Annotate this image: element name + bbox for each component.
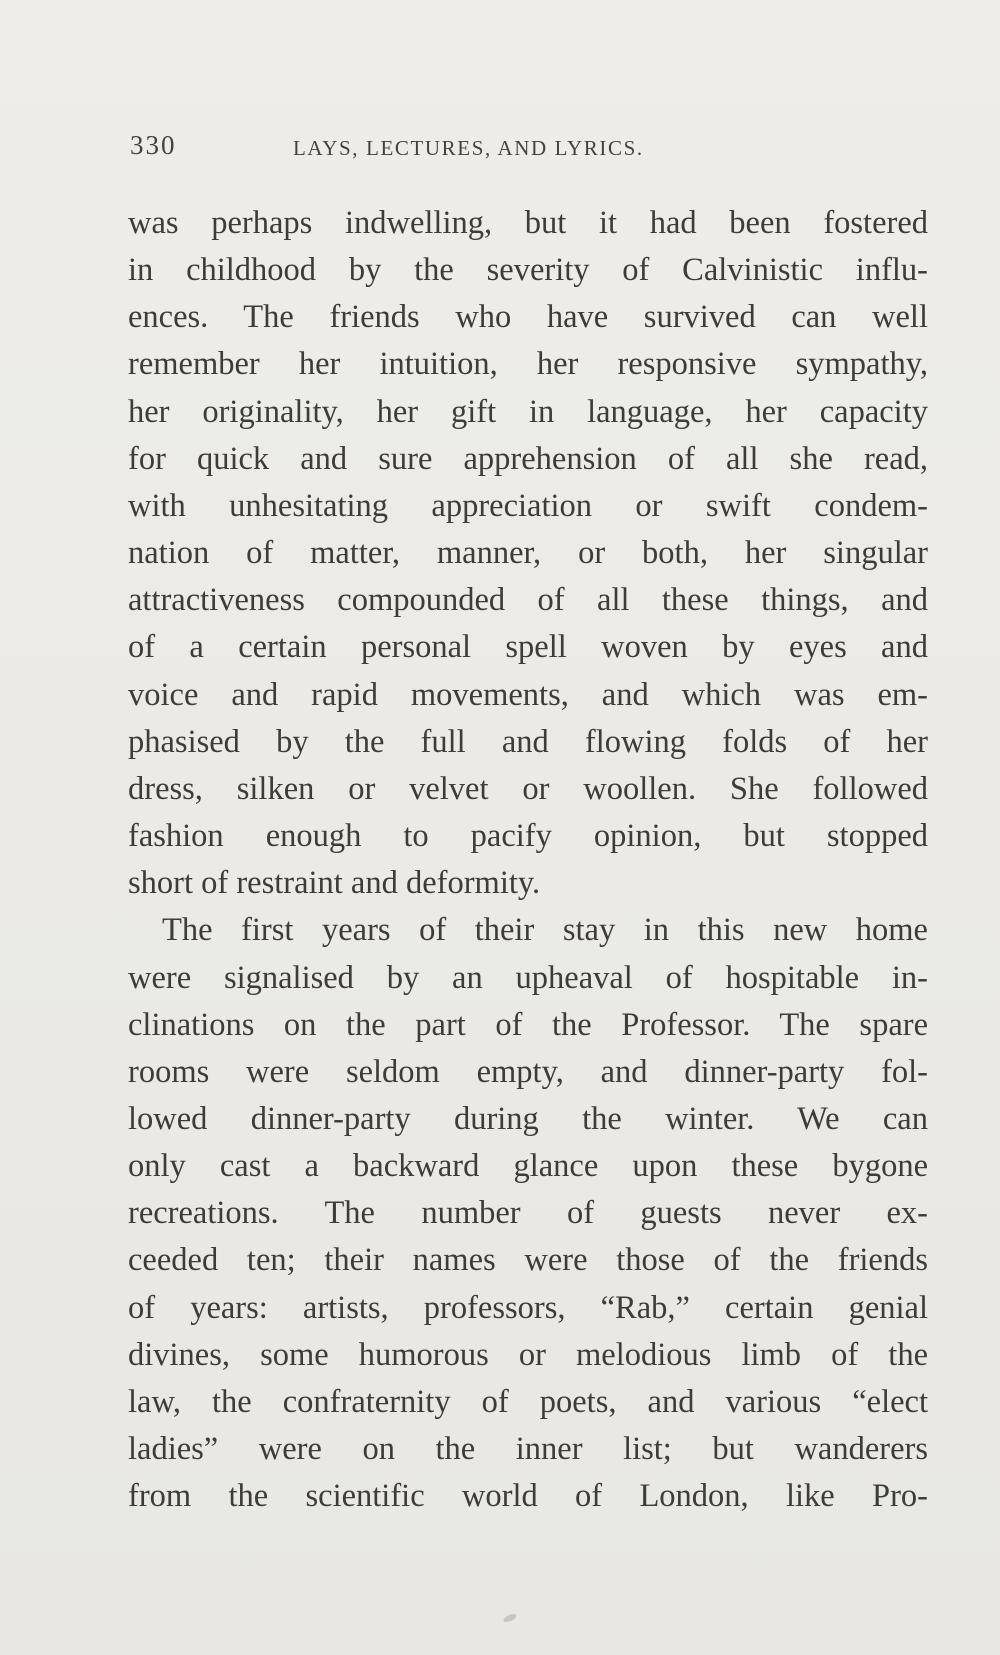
text-line: from the scientific world of London, like Pro- (128, 1478, 928, 1515)
text-line: was perhaps indwelling, but it had been fostered (128, 205, 928, 241)
text-line: dress, silken or velvet or woollen. She followed (128, 770, 928, 807)
text-line: short of restraint and deformity. (128, 865, 541, 902)
page-number: 330 (130, 130, 177, 160)
text-line: divines, some humorous or melodious limb of the (128, 1336, 928, 1373)
text-line: ences. The friends who have survived can well (128, 299, 928, 336)
text-line: attractiveness compounded of all these things, and (128, 582, 928, 619)
text-line: law, the confraternity of poets, and various “elect (128, 1383, 928, 1420)
text-line: recreations. The number of guests never ex- (128, 1195, 928, 1232)
text-line: ceeded ten; their names were those of the friends (128, 1242, 928, 1279)
body-text (128, 200, 928, 1520)
text-line: fashion enough to pacify opinion, but stopped (128, 818, 928, 855)
text-line: voice and rapid movements, and which was em- (128, 676, 928, 713)
text-line: remember her intuition, her responsive sympathy, (128, 346, 928, 383)
ink-smudge (502, 1612, 517, 1623)
text-line: of a certain personal spell woven by eyes and (128, 629, 928, 666)
running-title: LAYS, LECTURES, AND LYRICS. (293, 136, 644, 160)
text-line: clinations on the part of the Professor. The spare (128, 1006, 928, 1043)
text-line: rooms were seldom empty, and dinner-party fol- (128, 1053, 928, 1090)
text-line: only cast a backward glance upon these bygone (128, 1148, 928, 1185)
text-line: were signalised by an upheaval of hospitable in- (128, 959, 928, 996)
text-line: phasised by the full and flowing folds of her (128, 723, 928, 760)
text-line: in childhood by the severity of Calvinistic influ- (128, 252, 928, 289)
text-line: nation of matter, manner, or both, her singular (128, 535, 928, 572)
text-line: of years: artists, professors, “Rab,” certain genial (128, 1289, 928, 1326)
text-line: with unhesitating appreciation or swift condem- (128, 487, 928, 524)
running-head (128, 130, 778, 170)
text-line: her originality, her gift in language, her capacity (128, 393, 928, 430)
text-line: lowed dinner-party during the winter. We can (128, 1100, 928, 1137)
text-line: for quick and sure apprehension of all she read, (128, 440, 928, 477)
text-line: The first years of their stay in this new home (162, 912, 928, 949)
text-line: ladies” were on the inner list; but wanderers (128, 1431, 928, 1468)
